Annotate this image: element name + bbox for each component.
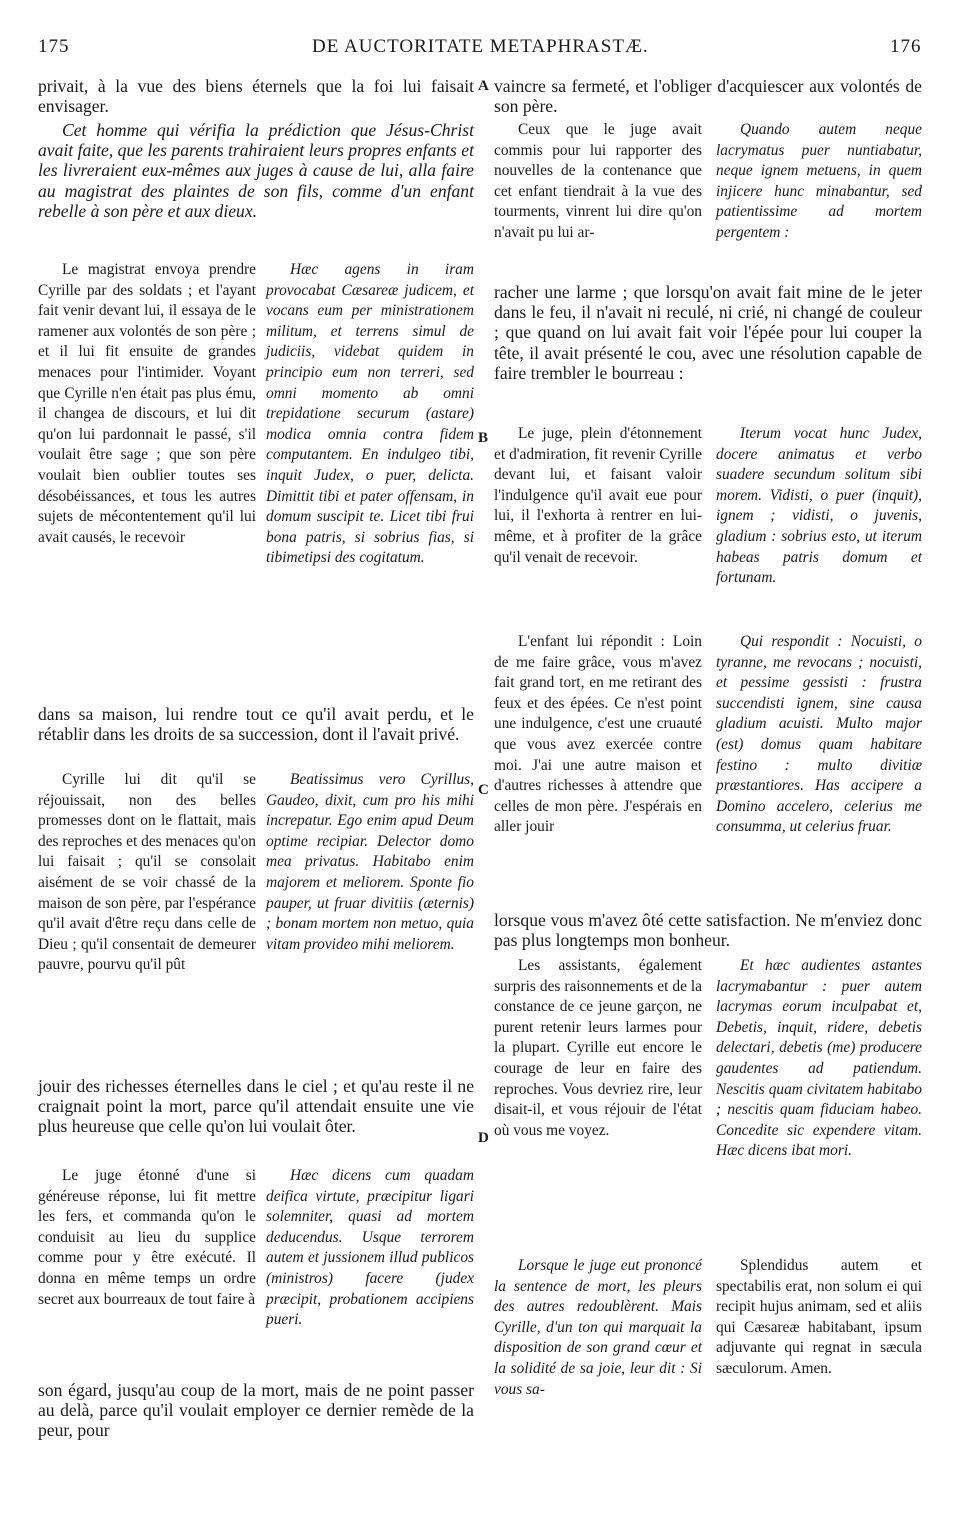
left-french-column-1: Le magistrat envoya prendre Cyrille par des soldats ; et l'ayant fait venir devant lui, il essaya de le ramener aux volontés de son père ; et il lui fit ensuite de grandes menaces pour l'intimider. Voyant que Cyrille n'en était pas plus ému, il changea de discours, et lui dit qu'on lui pardonnait le passé, s'il voulait être sage ; que son père voulait bien oublier toutes ses désobéissances, et tous les autres sujets de mécontentement qu'il lui avait causés, le recevoir bbox=[38, 261, 256, 546]
left-italic-summary: Cet homme qui vérifia la prédiction que Jésus-Christ avait faite, que les parents trahiraient leurs propres enfants et les livreraient eux-mêmes aux juges à cause de lui, alla faire au magistrat des plaintes de son fils, comme d'un enfant rebelle à son père et aux dieux. bbox=[38, 120, 474, 221]
left-latin-column-1: Hæc agens in iram provocabat Cæsareæ judicem, et vocans eum per ministrationem militum, et terrens simul de judiciis, videbat quidem in principio eum non terreri, sed omni momento ab omni trepidatione securum (astare) modica omnia contra fidem computantem. En indulgeo tibi, inquit Judex, o puer, delicta. Dimittit tibi et pater offensam, in domum suscipit te. Licet tibi frui bona patris, si sobrius fias, si tibimetipsi des cogitatum. bbox=[266, 261, 474, 567]
left-french-column-3: Le juge étonné d'une si généreuse réponse, lui fit mettre les fers, et commanda qu'on le conduisit au lieu du supplice comme pour y être exécuté. Il donna en même temps un ordre secret aux bourreaux de tout faire à bbox=[38, 1167, 256, 1308]
left-full-paragraph-3: son égard, jusqu'au coup de la mort, mais de ne point passer au delà, parce qu'il voulait employer ce dernier remède de la peur, pour bbox=[38, 1380, 474, 1441]
right-latin-column-1: Quando autem neque lacrymatus puer nuntiabatur, neque ignem metuens, in quem injicere hunc minabantur, sed patientissime ad mortem pergentem : bbox=[716, 121, 922, 241]
marker-a: A bbox=[478, 78, 489, 94]
right-latin-column-5: Splendidus autem et spectabilis erat, non solum ei qui recipit hujus animam, sed et aliis qui Cæsareæ habitabant, ipsum adjuvante qui regnat in sæcula sæculorum. Amen. bbox=[716, 1257, 922, 1377]
right-top-paragraph: vaincre sa fermeté, et l'obliger d'acquiescer aux volontés de son père. bbox=[494, 76, 922, 117]
right-latin-column-3: Qui respondit : Nocuisti, o tyranne, me revocans ; nocuisti, et pessime gessisti : frustra succendisti ignem, sine causa gladium acuisti. Multo major (est) domus quam habitare festino : multo divitiæ præstantiores. Has accipere a Domino accelero, celerius me consumma, ut celerius fruar. bbox=[716, 633, 922, 836]
marker-d: D bbox=[478, 1130, 489, 1146]
right-latin-column-4: Et hæc audientes astantes lacrymabantur : puer autem lacrymas eorum inculpabat et, Debetis, inquit, ridere, debetis delectari, debetis (me) producere gaudentes ad patiendum. Nescitis quam civitatem habitabo ; nescitis quam fiduciam habeo. Concedite sic expendere vitam. Hæc dicens ibat mori. bbox=[716, 957, 922, 1160]
right-page-number: 176 bbox=[890, 36, 922, 57]
left-top-paragraph: privait, à la vue des biens éternels que la foi lui faisait envisager. bbox=[38, 76, 474, 117]
right-french-column-4: Les assistants, également surpris des raisonnements et de la constance de ce jeune garçon, ne purent retenir leurs larmes pour la plupart. Cyrille eut encore le courage de leur en faire des reproches. Vous devriez rire, leur disait-il, et vous réjouir de l'état où vous me voyez. bbox=[494, 957, 702, 1139]
right-full-paragraph-2: lorsque vous m'avez ôté cette satisfaction. Ne m'enviez donc pas plus longtemps mon bonheur. bbox=[494, 910, 922, 951]
right-french-column-3: L'enfant lui répondit : Loin de me faire grâce, vous m'avez fait grand tort, en me retirant des feux et des épées. Ce n'est point une indulgence, c'est une cruauté que vous avez exercée contre moi. J'ai une autre maison et d'autres richesses à attendre que celles de mon père. J'espérais en aller jouir bbox=[494, 633, 702, 836]
left-latin-column-2: Beatissimus vero Cyrillus, Gaudeo, dixit, cum pro his mihi increpatur. Ego enim apud Deum optime recipiar. Delector domo mea privatus. Habitabo enim majorem et meliorem. Sponte fio pauper, ut fruar divitiis (æternis) ; bonam mortem non metuo, quia vitam provideo mihi meliorem. bbox=[266, 771, 474, 953]
marker-b: B bbox=[478, 430, 489, 446]
left-french-column-2: Cyrille lui dit qu'il se réjouissait, non des belles promesses dont on le flattait, mais des reproches et des menaces qu'on lui faisait ; qu'il se consolait aisément de se voir chassé de la maison de son père, par l'espérance qu'il avait d'être reçu dans celle de Dieu ; qu'il consentait de demeurer pauvre, pourvu qu'il pût bbox=[38, 771, 256, 974]
right-full-paragraph-1: racher une larme ; que lorsqu'on avait fait mine de le jeter dans le feu, il n'avait ni reculé, ni crié, ni changé de couleur ; que quand on lui avait fait voir l'épée pour lui couper la tête, il avait présenté le cou, avec une résolution capable de faire trembler le bourreau : bbox=[494, 282, 922, 383]
left-full-paragraph-1: dans sa maison, lui rendre tout ce qu'il avait perdu, et le rétablir dans les droits de sa succession, dont il l'avait privé. bbox=[38, 704, 474, 745]
right-french-column-2: Le juge, plein d'étonnement et d'admiration, fit revenir Cyrille devant lui, et faisant valoir l'indulgence qu'il avait eue pour lui, il l'exhorta à rentrer en lui-même, et à profiter de la grâce qu'il venait de recevoir. bbox=[494, 425, 702, 566]
running-title: DE AUCTORITATE METAPHRASTÆ. bbox=[312, 36, 649, 57]
left-full-paragraph-2: jouir des richesses éternelles dans le ciel ; et qu'au reste il ne craignait point la mort, parce qu'il attendait ensuite une vie plus heureuse que celle qu'on lui voulait ôter. bbox=[38, 1076, 474, 1137]
right-french-column-5: Lorsque le juge eut prononcé la sentence de mort, les pleurs des autres redoublèrent. Mais Cyrille, d'un ton qui marquait la disposition de son grand cœur et la solidité de sa joie, leur dit : Si vous sa- bbox=[494, 1257, 702, 1398]
left-latin-column-3: Hæc dicens cum quadam deifica virtute, præcipitur ligari solemniter, quasi ad mortem deducendus. Usque terrorem autem et jussionem illud publicos (ministros) facere (judex præcipit, probationem accipiens pueri. bbox=[266, 1167, 474, 1329]
right-french-column-1: Ceux que le juge avait commis pour lui rapporter des nouvelles de la contenance que cet enfant tiendrait à la vue des tourments, vinrent lui dire qu'on n'avait pu lui ar- bbox=[494, 121, 702, 241]
right-latin-column-2: Iterum vocat hunc Judex, docere animatus et verbo suadere secundum solitum sibi morem. Vidisti, o puer (inquit), ignem ; vidisti, o juvenis, gladium : sobrius esto, ut iterum habeas patris domum et fortunam. bbox=[716, 425, 922, 587]
marker-c: C bbox=[478, 782, 489, 798]
left-page-number: 175 bbox=[38, 36, 70, 57]
